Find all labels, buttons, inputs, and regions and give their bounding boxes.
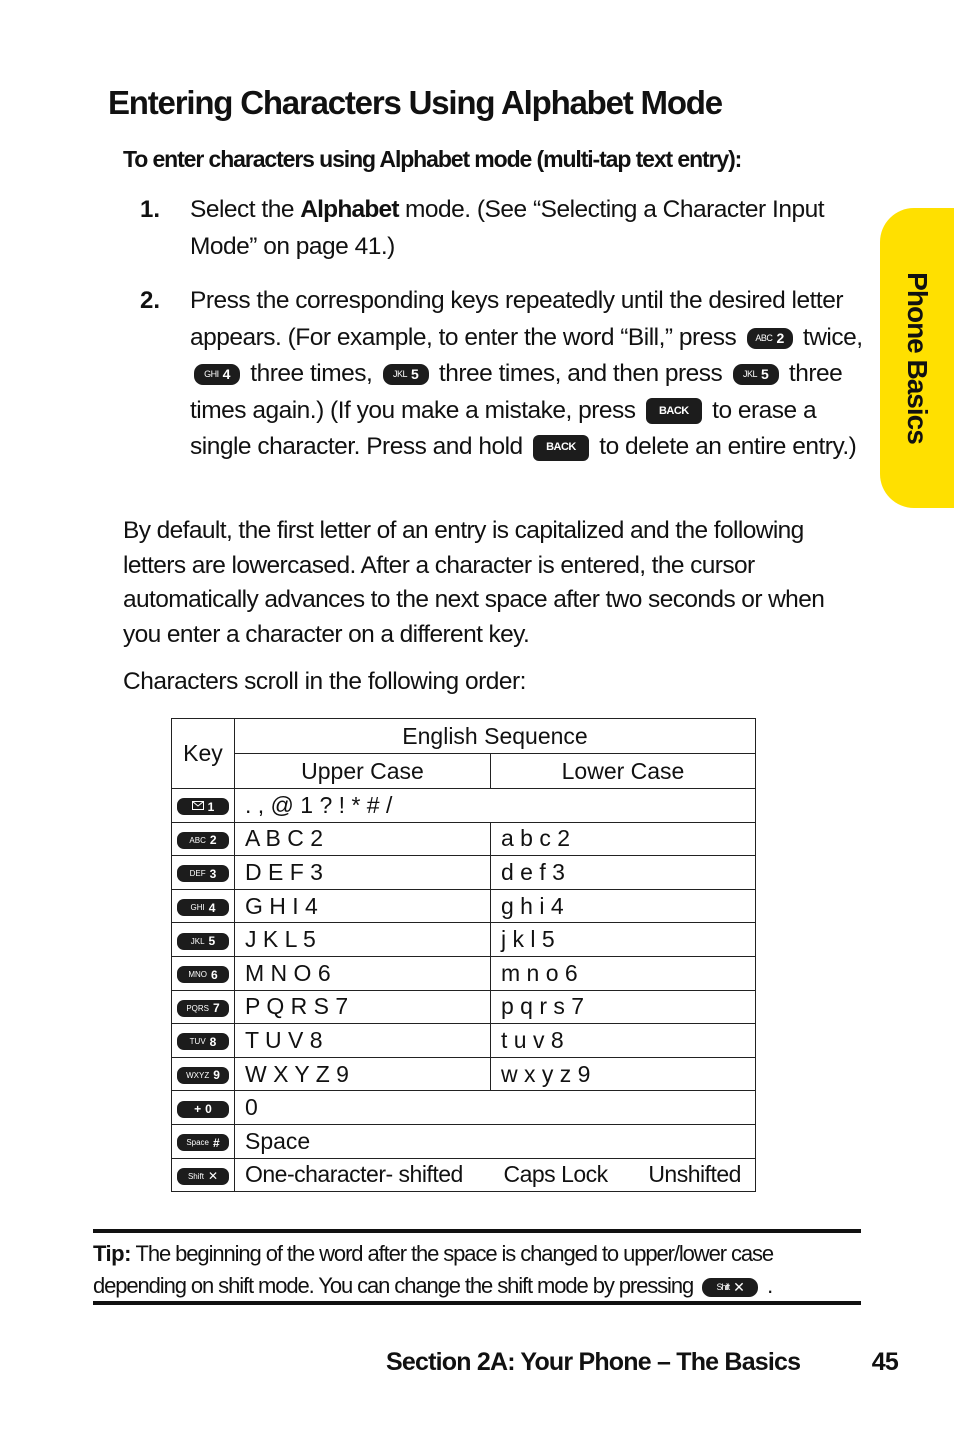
sequence-upper: M N O 6: [235, 956, 491, 990]
tip-label: Tip:: [93, 1241, 131, 1266]
key-letters: ABC: [189, 835, 206, 845]
key-number: 5: [410, 366, 419, 383]
shift-mode-caps-lock: Caps Lock: [503, 1161, 608, 1188]
sequence-lower: g h i 4: [491, 889, 756, 923]
table-row: [172, 1024, 756, 1058]
key-letters: GHI: [190, 903, 205, 912]
sequence-upper: G H I 4: [235, 889, 491, 923]
step-text-part: three times again.) (If you make a mistake, press: [190, 360, 843, 424]
sequence-lower: p q r s 7: [491, 990, 756, 1024]
key-number: 3: [209, 866, 217, 881]
sequence-lower: a b c 2: [491, 822, 756, 856]
key-2-icon: [747, 328, 793, 349]
section-side-tab: [880, 208, 954, 508]
side-tab-label: Phone Basics: [902, 272, 933, 444]
key-letters: JKL: [742, 369, 757, 380]
key-number: 2: [209, 833, 217, 848]
table-row: [172, 822, 756, 856]
key-number: 4: [208, 900, 216, 915]
key-number: 0: [205, 1102, 212, 1117]
step-number: 1.: [140, 196, 161, 223]
key-cell: [172, 956, 235, 990]
step-number: 2.: [140, 287, 161, 314]
key-number: ✕: [733, 1279, 744, 1296]
key-number: 2: [776, 329, 784, 346]
key-4-icon: [177, 899, 229, 916]
key-4-icon: [194, 364, 240, 385]
sequence-all: Space: [235, 1124, 756, 1158]
table-row: [172, 1057, 756, 1091]
header-upper-case: Upper Case: [235, 754, 491, 789]
step-text-part: twice,: [796, 323, 863, 351]
sequence-upper: A B C 2: [235, 822, 491, 856]
table-row: [172, 889, 756, 923]
sequence-upper: D E F 3: [235, 856, 491, 890]
instruction-heading: To enter characters using Alphabet mode (multi-tap text entry):: [123, 146, 742, 172]
key-number: 5: [760, 366, 769, 383]
key-number: 4: [222, 366, 230, 383]
key-cell: [172, 990, 235, 1024]
key-number: 5: [208, 934, 216, 949]
tip-text: The beginning of the word after the space is changed to upper/lower case depending on shift mode. You can change the shift mode by pressing: [93, 1241, 774, 1298]
key-letters: Shift: [187, 1171, 204, 1181]
key-0-icon: [177, 1101, 229, 1118]
key-letters: PQRS: [186, 1003, 209, 1013]
sequence-upper: W X Y Z 9: [235, 1057, 491, 1091]
step-text-part: Select the: [190, 196, 301, 223]
character-sequence-table: [171, 718, 756, 1192]
key-letters: Space: [186, 1138, 209, 1148]
shift-mode-one-character: One-character- shifted: [245, 1161, 463, 1188]
step-2: [140, 283, 870, 466]
key-letters: ABC: [755, 332, 773, 343]
key-cell: [172, 1024, 235, 1058]
key-1-icon: [177, 798, 229, 815]
table-row: [172, 923, 756, 957]
step-text-part: mode. (See “Selecting a Character Input Mode” on page 41.): [190, 196, 825, 260]
key-letters: WXYZ: [186, 1070, 210, 1080]
key-letters: BACK: [658, 404, 689, 417]
key-letters: JKL: [190, 936, 205, 946]
table-row: [172, 956, 756, 990]
step-text-part: to erase a single character. Press and hold: [190, 396, 817, 460]
step-text-part: Press the corresponding keys repeatedly until the desired letter appears. (For example, to enter the word “Bill,” press: [190, 287, 844, 351]
key-shift-icon: [702, 1278, 758, 1297]
key-5-icon: [177, 933, 229, 950]
key-number: 1: [207, 799, 215, 814]
header-lower-case: Lower Case: [491, 754, 756, 789]
alphabet-mode-label: Alphabet: [300, 196, 399, 223]
table-row: [172, 1124, 756, 1158]
sequence-upper: T U V 8: [235, 1024, 491, 1058]
key-letters: DEF: [189, 869, 206, 879]
key-5-icon: [383, 364, 429, 385]
key-cell: [172, 789, 235, 823]
key-number: 9: [213, 1068, 220, 1083]
key-cell: [172, 1158, 235, 1192]
footer-section-title: Section 2A: Your Phone – The Basics: [386, 1348, 801, 1376]
key-cell: [172, 1057, 235, 1091]
page-title: Entering Characters Using Alphabet Mode: [108, 84, 722, 121]
key-7-icon: [177, 1000, 229, 1017]
table-row: [172, 1158, 756, 1192]
page-footer: [386, 1348, 898, 1377]
key-number: 6: [210, 967, 218, 982]
header-key: Key: [172, 719, 235, 789]
table-subheader-row: [172, 754, 756, 789]
step-text: [190, 283, 868, 466]
key-2-icon: [177, 832, 229, 849]
step-text: [190, 192, 868, 265]
sequence-lower: j k l 5: [491, 923, 756, 957]
table-row: [172, 1091, 756, 1125]
sequence-lower: d e f 3: [491, 856, 756, 890]
table-row: [172, 789, 756, 823]
key-3-icon: [177, 865, 229, 882]
key-8-icon: [177, 1033, 229, 1050]
tip-box: [93, 1229, 861, 1305]
key-number: 7: [212, 1001, 220, 1016]
key-number: #: [213, 1135, 220, 1150]
key-cell: [172, 1124, 235, 1158]
sequence-lower: t u v 8: [491, 1024, 756, 1058]
shift-modes: [245, 1161, 755, 1188]
step-text-part: to delete an entire entry.): [592, 433, 857, 460]
shift-modes-cell: [235, 1158, 756, 1192]
back-key-icon: [646, 398, 702, 424]
page-number: 45: [871, 1348, 898, 1376]
sequence-lower: w x y z 9: [491, 1057, 756, 1091]
key-5-icon: [733, 364, 779, 385]
key-shift-icon: [177, 1168, 229, 1185]
sequence-all: . , @ 1 ? ! * # /: [235, 789, 756, 823]
table-header-row: [172, 719, 756, 754]
key-6-icon: [177, 966, 229, 983]
table-row: [172, 856, 756, 890]
key-letters: Shift: [716, 1282, 730, 1293]
key-letters: +: [194, 1102, 202, 1117]
back-key-icon: [533, 435, 589, 461]
default-behavior-paragraph: By default, the first letter of an entry is capitalized and the following letters are lowercased. After a character is entered, the cursor automatically advances to the next space after two seconds or when you enter a character on a different key.: [123, 517, 825, 649]
key-letters: TUV: [189, 1037, 206, 1047]
shift-mode-unshifted: Unshifted: [648, 1161, 741, 1188]
key-cell: [172, 889, 235, 923]
key-cell: [172, 1091, 235, 1125]
sequence-lower: m n o 6: [491, 956, 756, 990]
key-number: ✕: [207, 1169, 219, 1184]
envelope-icon: [192, 801, 204, 812]
step-text-part: three times, and then press: [432, 360, 729, 387]
step-list: [140, 192, 870, 484]
tip-text-end: .: [762, 1273, 773, 1298]
key-letters: MNO: [188, 970, 207, 980]
step-1: [140, 192, 870, 265]
key-cell: [172, 923, 235, 957]
key-letters: BACK: [546, 441, 576, 454]
key-cell: [172, 822, 235, 856]
sequence-upper: P Q R S 7: [235, 990, 491, 1024]
header-english-sequence: English Sequence: [235, 719, 756, 754]
step-text-part: three times,: [244, 360, 379, 387]
key-space-icon: [177, 1134, 229, 1151]
key-letters: GHI: [204, 369, 219, 380]
scroll-order-intro: Characters scroll in the following order:: [123, 668, 526, 695]
key-cell: [172, 856, 235, 890]
key-number: 8: [209, 1034, 217, 1049]
sequence-upper: J K L 5: [235, 923, 491, 957]
key-letters: JKL: [392, 369, 407, 380]
table-row: [172, 990, 756, 1024]
sequence-all: 0: [235, 1091, 756, 1125]
key-9-icon: [177, 1067, 229, 1084]
